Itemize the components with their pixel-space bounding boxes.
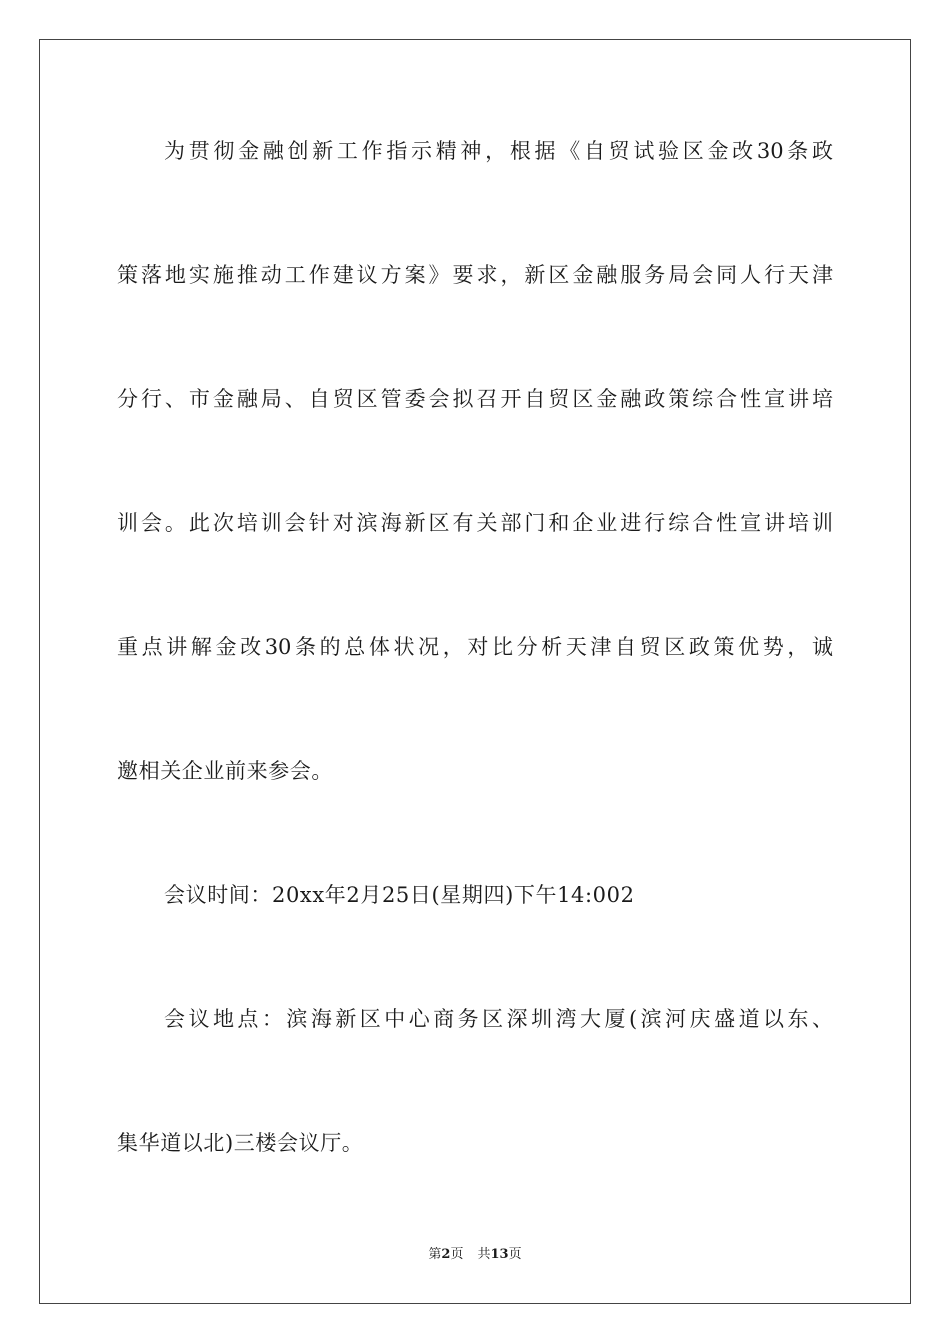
paragraph-line: 邀相关企业前来参会。 <box>117 759 333 783</box>
page-prefix: 第 <box>428 1247 442 1262</box>
page-number: 2 <box>441 1247 451 1262</box>
page-suffix: 页 <box>450 1247 464 1262</box>
paragraph-line: 为贯彻金融创新工作指示精神，根据《自贸试验区金改30条政 <box>164 139 833 163</box>
paragraph-line: 重点讲解金改30条的总体状况，对比分析天津自贸区政策优势，诚 <box>117 635 833 659</box>
page-border <box>39 39 911 1304</box>
total-prefix: 共 <box>477 1247 491 1262</box>
meeting-time: 会议时间：20xx年2月25日(星期四)下午14:002 <box>164 883 635 907</box>
meeting-location: 会议地点：滨海新区中心商务区深圳湾大厦(滨河庆盛道以东、 <box>164 1007 833 1031</box>
meeting-location-continued: 集华道以北)三楼会议厅。 <box>117 1131 364 1155</box>
paragraph-line: 分行、市金融局、自贸区管委会拟召开自贸区金融政策综合性宣讲培 <box>117 387 833 411</box>
paragraph-line: 策落地实施推动工作建议方案》要求，新区金融服务局会同人行天津 <box>117 263 833 287</box>
page-footer <box>0 1246 950 1264</box>
total-pages: 13 <box>490 1247 509 1262</box>
paragraph-line: 训会。此次培训会针对滨海新区有关部门和企业进行综合性宣讲培训 <box>117 511 833 535</box>
total-suffix: 页 <box>508 1247 522 1262</box>
